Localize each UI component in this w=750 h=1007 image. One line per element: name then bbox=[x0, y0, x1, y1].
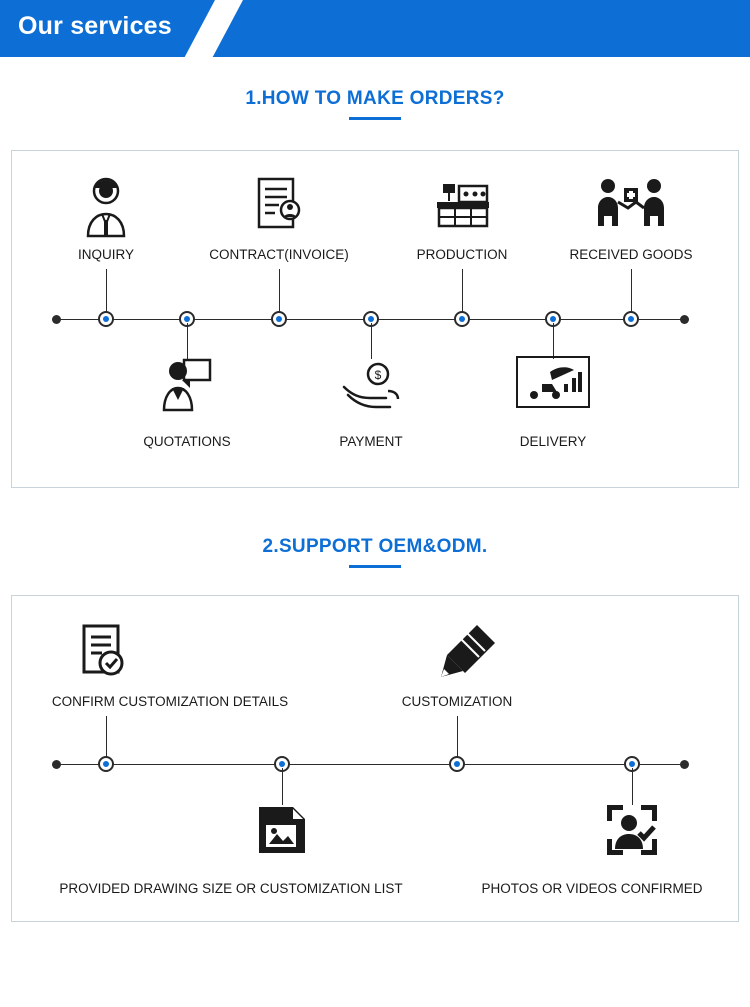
stem-customization bbox=[457, 716, 458, 761]
timeline-node-production bbox=[454, 311, 470, 327]
section-1-title: 1.HOW TO MAKE ORDERS? bbox=[245, 88, 505, 109]
oem-node-confirm-customization bbox=[98, 756, 114, 772]
item-label-confirm-customization-details: CONFIRM CUSTOMIZATION DETAILS bbox=[51, 694, 289, 709]
timeline-node-contract bbox=[271, 311, 287, 327]
section-1-title-underline bbox=[349, 117, 401, 120]
stem-production bbox=[462, 269, 463, 316]
item-label-provided-drawing: PROVIDED DRAWING SIZE OR CUSTOMIZATION LIST bbox=[59, 881, 403, 896]
banner-wedge-dark bbox=[213, 0, 750, 57]
stem-contract bbox=[279, 269, 280, 316]
factory-production-icon bbox=[429, 176, 495, 238]
orders-timeline bbox=[12, 319, 738, 321]
item-label-production: PRODUCTION bbox=[416, 247, 508, 262]
timeline-node-received-goods bbox=[623, 311, 639, 327]
payment-hand-money-icon bbox=[340, 361, 402, 411]
quotation-chat-icon bbox=[158, 356, 216, 414]
checklist-document-icon bbox=[78, 623, 134, 685]
oem-timeline bbox=[12, 764, 738, 766]
contract-document-icon bbox=[253, 176, 305, 238]
item-label-received-goods: RECEIVED GOODS bbox=[569, 247, 693, 262]
delivery-truck-ship-icon bbox=[516, 356, 590, 408]
timeline-end-dot bbox=[680, 315, 689, 324]
stem-inquiry bbox=[106, 269, 107, 316]
item-label-payment: PAYMENT bbox=[339, 434, 403, 449]
photo-person-confirm-icon bbox=[605, 803, 659, 857]
svg-text:$: $ bbox=[374, 368, 382, 382]
stem-photos-videos bbox=[632, 768, 633, 805]
item-label-photos-videos: PHOTOS OR VIDEOS CONFIRMED bbox=[481, 881, 703, 896]
people-handshake-icon bbox=[594, 176, 668, 238]
person-inquiry-icon bbox=[80, 176, 132, 238]
item-label-quotations: QUOTATIONS bbox=[143, 434, 231, 449]
item-label-delivery: DELIVERY bbox=[519, 434, 587, 449]
section-2-title: 2.SUPPORT OEM&ODM. bbox=[262, 536, 488, 557]
timeline-node-inquiry bbox=[98, 311, 114, 327]
stem-provided-drawing bbox=[282, 768, 283, 805]
oem-node-customization bbox=[449, 756, 465, 772]
oem-timeline-axis bbox=[58, 764, 687, 765]
timeline-start-dot bbox=[52, 315, 61, 324]
oem-timeline-start-dot bbox=[52, 760, 61, 769]
orders-flow-panel bbox=[11, 150, 739, 488]
stem-quotations bbox=[187, 323, 188, 359]
section-1-heading bbox=[0, 88, 750, 120]
section-2-heading bbox=[0, 536, 750, 568]
stem-received-goods bbox=[631, 269, 632, 316]
item-label-customization: CUSTOMIZATION bbox=[401, 694, 513, 709]
banner-title: Our services bbox=[18, 12, 172, 40]
item-label-contract: CONTRACT(INVOICE) bbox=[209, 247, 349, 262]
page-banner bbox=[0, 0, 750, 57]
stem-delivery bbox=[553, 323, 554, 359]
stem-confirm-customization bbox=[106, 716, 107, 761]
item-label-inquiry: INQUIRY bbox=[77, 247, 135, 262]
pencil-ruler-icon bbox=[437, 621, 499, 683]
drawing-image-icon bbox=[255, 803, 309, 857]
oem-odm-flow-panel bbox=[11, 595, 739, 922]
stem-payment bbox=[371, 323, 372, 359]
section-2-title-underline bbox=[349, 565, 401, 568]
oem-timeline-end-dot bbox=[680, 760, 689, 769]
